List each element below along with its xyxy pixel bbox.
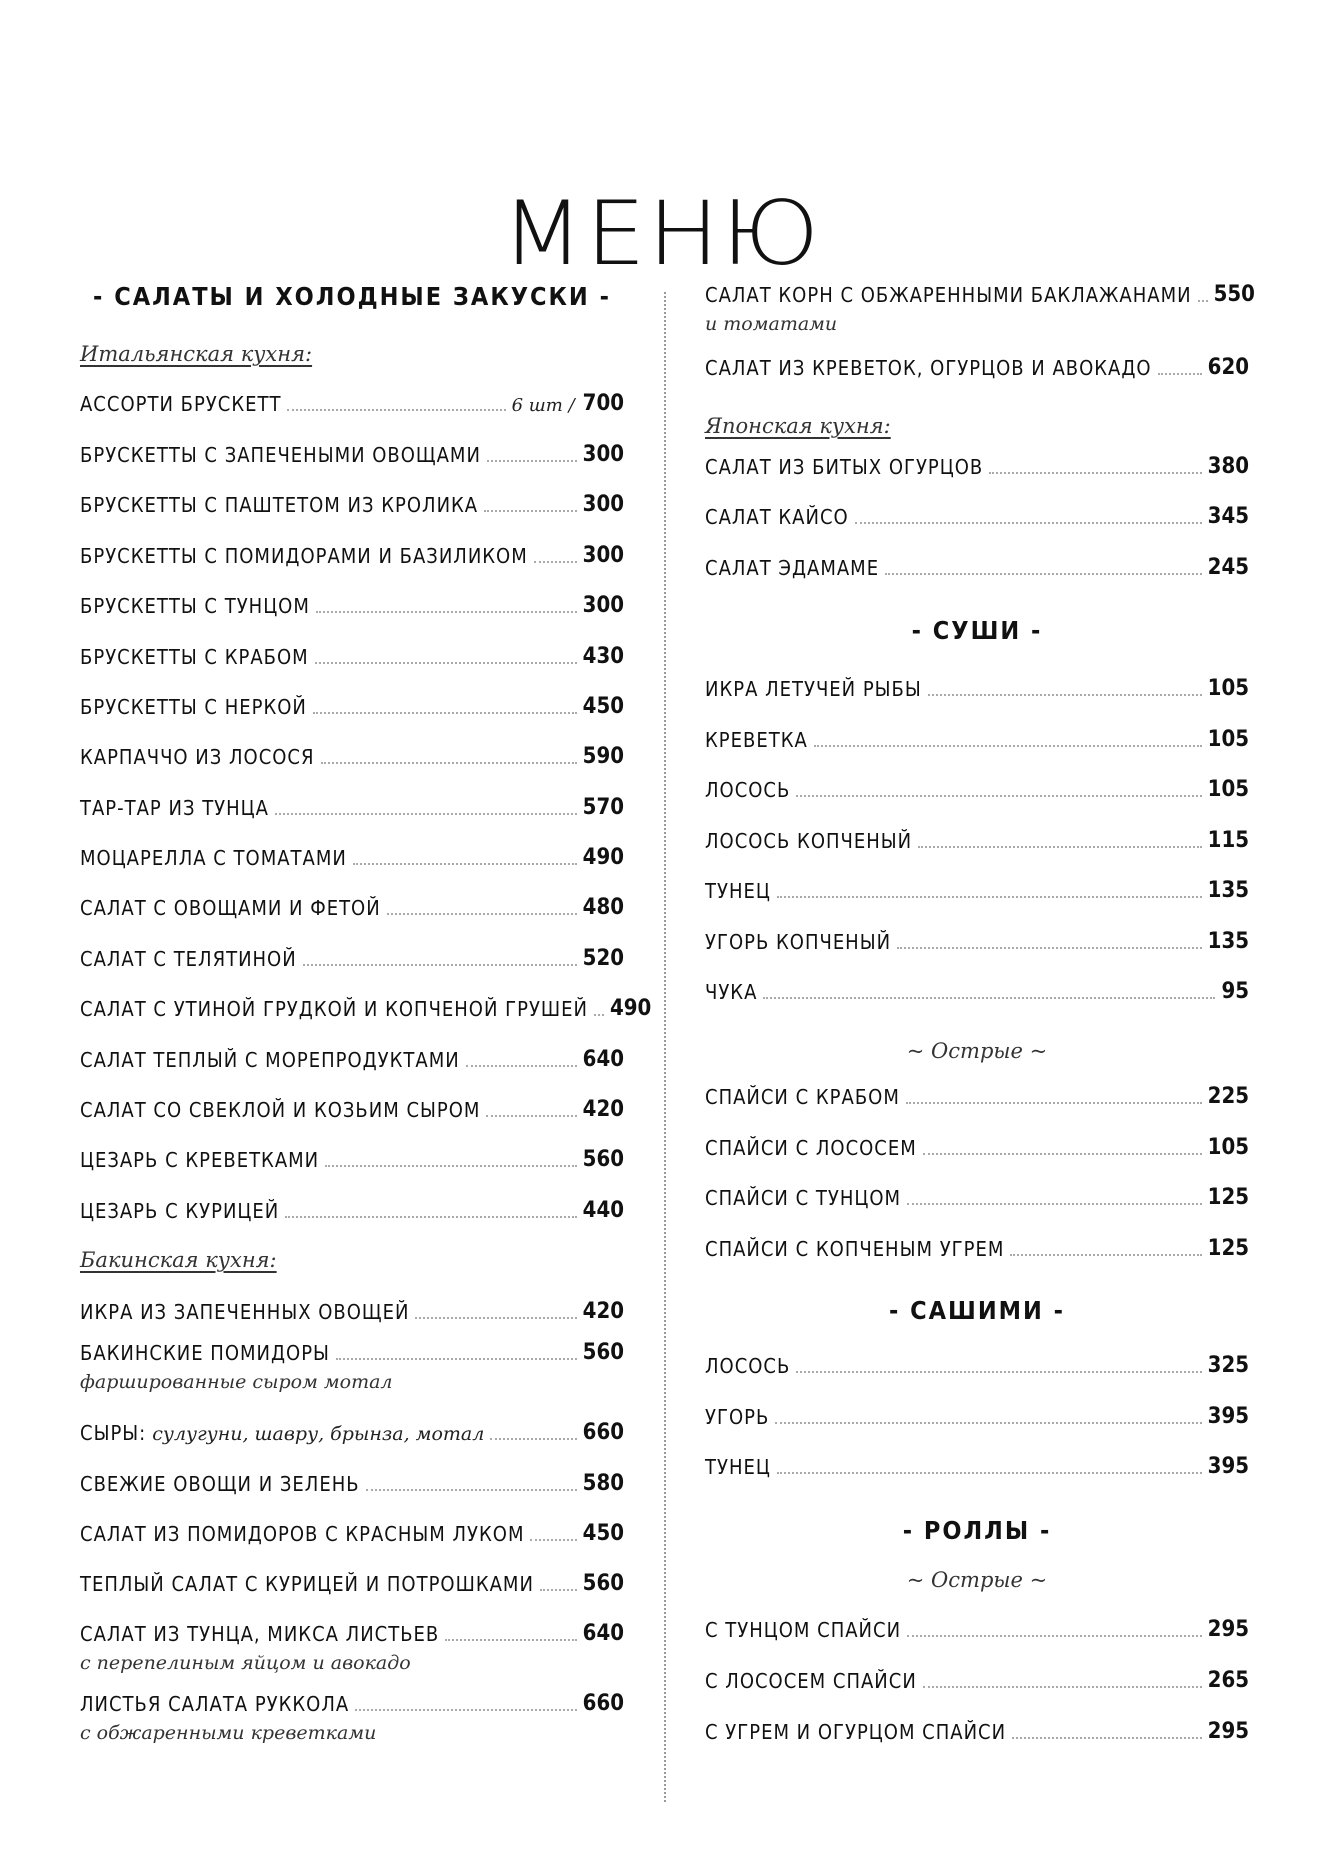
menu-item-row bbox=[80, 1097, 624, 1122]
item-name-text: БРУСКЕТТЫ С ТУНЦОМ bbox=[80, 594, 310, 618]
item-name bbox=[80, 1098, 480, 1122]
item-name-text: С ТУНЦОМ СПАЙСИ bbox=[705, 1618, 902, 1642]
item-name-text: МОЦАРЕЛЛА С ТОМАТАМИ bbox=[80, 846, 347, 870]
item-name bbox=[80, 1572, 534, 1596]
menu-item bbox=[80, 1097, 624, 1122]
menu-item bbox=[80, 644, 624, 669]
item-name-text: СЫРЫ: bbox=[80, 1421, 147, 1445]
item-name-text: ЛОСОСЬ bbox=[705, 1354, 791, 1378]
item-name bbox=[80, 1300, 409, 1324]
menu-item-row bbox=[705, 355, 1249, 380]
item-name bbox=[705, 930, 891, 954]
menu-item-row bbox=[705, 828, 1249, 853]
menu-item bbox=[80, 1521, 624, 1546]
item-price: 480 bbox=[582, 895, 624, 920]
item-name bbox=[80, 645, 309, 669]
menu-item-row bbox=[705, 1404, 1249, 1429]
item-price: 640 bbox=[582, 1047, 624, 1072]
item-price: 580 bbox=[582, 1471, 624, 1496]
item-name bbox=[80, 544, 528, 568]
item-price: 265 bbox=[1207, 1668, 1249, 1693]
section-title: - САЛАТЫ И ХОЛОДНЫЕ ЗАКУСКИ - bbox=[93, 282, 611, 311]
dot-leader bbox=[923, 1686, 1202, 1688]
item-price: 640 bbox=[582, 1621, 624, 1646]
menu-item-row bbox=[80, 391, 624, 416]
item-price: 345 bbox=[1207, 504, 1249, 529]
dot-leader bbox=[353, 863, 577, 865]
dot-leader bbox=[285, 1216, 576, 1218]
item-price: 295 bbox=[1207, 1617, 1249, 1642]
item-name bbox=[705, 1455, 771, 1479]
item-name-text: БРУСКЕТТЫ С ПАШТЕТОМ ИЗ КРОЛИКА bbox=[80, 493, 479, 517]
menu-item-row bbox=[80, 1340, 624, 1365]
item-name bbox=[705, 1405, 769, 1429]
item-name bbox=[705, 778, 790, 802]
item-name-text: ЦЕЗАРЬ С КУРИЦЕЙ bbox=[80, 1199, 280, 1223]
item-name bbox=[80, 1199, 279, 1223]
item-name-text: САЛАТ ТЕПЛЫЙ С МОРЕПРОДУКТАМИ bbox=[80, 1048, 460, 1072]
item-name bbox=[705, 1618, 901, 1642]
menu-item-row bbox=[705, 1719, 1249, 1744]
menu-item bbox=[80, 492, 624, 517]
dot-leader bbox=[918, 846, 1202, 848]
dot-leader bbox=[923, 1153, 1202, 1155]
item-name-text: ЛОСОСЬ bbox=[705, 778, 791, 802]
item-name bbox=[705, 879, 771, 903]
item-price: 325 bbox=[1207, 1353, 1249, 1378]
dot-leader bbox=[325, 1165, 577, 1167]
item-price: 300 bbox=[582, 492, 624, 517]
dot-leader bbox=[928, 694, 1202, 696]
item-note: с обжаренными креветками bbox=[80, 1722, 377, 1744]
dot-leader bbox=[275, 813, 577, 815]
dot-leader bbox=[445, 1639, 576, 1641]
item-price: 700 bbox=[582, 391, 624, 416]
item-price: 300 bbox=[582, 593, 624, 618]
dot-leader bbox=[989, 472, 1201, 474]
item-name-text: СПАЙСИ С ЛОСОСЕМ bbox=[705, 1136, 917, 1160]
menu-item-row bbox=[80, 492, 624, 517]
item-name-text: АССОРТИ БРУСКЕТТ bbox=[80, 392, 282, 416]
item-name-text: УГОРЬ КОПЧЕНЫЙ bbox=[705, 930, 892, 954]
dot-leader bbox=[287, 409, 505, 411]
item-name bbox=[80, 1148, 319, 1172]
menu-item bbox=[80, 795, 624, 820]
item-price: 620 bbox=[1207, 355, 1249, 380]
menu-item-row bbox=[705, 979, 1249, 1004]
item-name-text: САЛАТ С УТИНОЙ ГРУДКОЙ И КОПЧЕНОЙ ГРУШЕЙ bbox=[80, 997, 588, 1021]
item-name bbox=[80, 947, 297, 971]
menu-item-row bbox=[80, 1621, 624, 1646]
menu-item-row bbox=[80, 996, 652, 1021]
item-name-text: ЧУКА bbox=[705, 980, 758, 1004]
item-name-text: ЛОСОСЬ КОПЧЕНЫЙ bbox=[705, 829, 913, 853]
menu-item-row bbox=[80, 1198, 624, 1223]
menu-item bbox=[80, 744, 624, 769]
item-price: 395 bbox=[1207, 1454, 1249, 1479]
section-title: - САШИМИ - bbox=[888, 1296, 1066, 1325]
item-name bbox=[80, 796, 269, 820]
menu-item-row bbox=[80, 946, 624, 971]
item-price: 135 bbox=[1207, 929, 1249, 954]
cuisine-label: Японская кухня: bbox=[705, 414, 891, 438]
item-price: 420 bbox=[582, 1299, 624, 1324]
dot-leader bbox=[763, 997, 1215, 999]
item-price: 490 bbox=[610, 996, 652, 1021]
menu-item bbox=[705, 1084, 1249, 1109]
menu-item bbox=[80, 442, 624, 467]
menu-item bbox=[80, 1621, 624, 1674]
item-price: 300 bbox=[582, 442, 624, 467]
item-price: 660 bbox=[582, 1420, 624, 1445]
menu-item-row bbox=[80, 1420, 624, 1445]
item-name-text: КАРПАЧЧО ИЗ ЛОСОСЯ bbox=[80, 745, 315, 769]
menu-item-row bbox=[705, 504, 1249, 529]
item-price: 105 bbox=[1207, 1135, 1249, 1160]
dot-leader bbox=[777, 896, 1202, 898]
menu-item bbox=[80, 1047, 624, 1072]
item-name-text: ИКРА ЛЕТУЧЕЙ РЫБЫ bbox=[705, 677, 922, 701]
dot-leader bbox=[540, 1589, 577, 1591]
item-name-text: УГОРЬ bbox=[705, 1405, 770, 1429]
item-name-text: СПАЙСИ С КРАБОМ bbox=[705, 1085, 900, 1109]
item-price: 95 bbox=[1221, 979, 1249, 1004]
menu-item bbox=[80, 1471, 624, 1496]
menu-item-row bbox=[705, 1084, 1249, 1109]
item-name-text: БРУСКЕТТЫ С КРАБОМ bbox=[80, 645, 309, 669]
item-name-text: СПАЙСИ С КОПЧЕНЫМ УГРЕМ bbox=[705, 1237, 1005, 1261]
dot-leader bbox=[303, 964, 577, 966]
item-price: 395 bbox=[1207, 1404, 1249, 1429]
section-title: - СУШИ - bbox=[911, 616, 1043, 645]
item-note: с перепелиным яйцом и авокадо bbox=[80, 1652, 411, 1674]
menu-item bbox=[705, 1404, 1249, 1429]
item-name bbox=[80, 846, 347, 870]
item-name-text: ТАР-ТАР ИЗ ТУНЦА bbox=[80, 796, 269, 820]
menu-item bbox=[705, 979, 1249, 1004]
page-title: МЕНЮ bbox=[501, 182, 822, 285]
item-name bbox=[705, 356, 1152, 380]
dot-leader bbox=[534, 561, 577, 563]
menu-item-row bbox=[80, 1521, 624, 1546]
menu-item-row bbox=[705, 727, 1249, 752]
item-name bbox=[80, 1472, 360, 1496]
item-name-text: ЦЕЗАРЬ С КРЕВЕТКАМИ bbox=[80, 1148, 320, 1172]
menu-item bbox=[80, 543, 624, 568]
dot-leader bbox=[355, 1709, 576, 1711]
item-price: 590 bbox=[582, 744, 624, 769]
dot-leader bbox=[316, 611, 577, 613]
item-name-text: САЛАТ ИЗ ПОМИДОРОВ С КРАСНЫМ ЛУКОМ bbox=[80, 1522, 525, 1546]
item-price: 125 bbox=[1207, 1236, 1249, 1261]
cuisine-label: Итальянская кухня: bbox=[80, 342, 313, 366]
menu-item-row bbox=[80, 644, 624, 669]
item-name bbox=[80, 443, 481, 467]
menu-item-row bbox=[80, 795, 624, 820]
menu-item-row bbox=[705, 1236, 1249, 1261]
dot-leader bbox=[490, 1438, 576, 1440]
item-name-text: САЛАТ ИЗ КРЕВЕТОК, ОГУРЦОВ И АВОКАДО bbox=[705, 356, 1152, 380]
menu-item bbox=[705, 1454, 1249, 1479]
menu-item-row bbox=[80, 845, 624, 870]
item-price: 550 bbox=[1213, 282, 1255, 307]
item-name bbox=[80, 997, 588, 1021]
item-price: 300 bbox=[582, 543, 624, 568]
item-name-text: СВЕЖИЕ ОВОЩИ И ЗЕЛЕНЬ bbox=[80, 1472, 360, 1496]
dot-leader bbox=[796, 1371, 1201, 1373]
item-name-text: САЛАТ ЭДАМАМЕ bbox=[705, 556, 880, 580]
menu-item bbox=[705, 1185, 1249, 1210]
menu-item-row bbox=[80, 593, 624, 618]
item-name bbox=[705, 556, 879, 580]
item-name bbox=[80, 594, 310, 618]
menu-item-row bbox=[80, 442, 624, 467]
item-name bbox=[705, 455, 983, 479]
section-title: - РОЛЛЫ - bbox=[902, 1516, 1052, 1545]
dot-leader bbox=[1010, 1254, 1201, 1256]
item-price: 105 bbox=[1207, 777, 1249, 802]
item-price: 450 bbox=[582, 694, 624, 719]
item-price: 295 bbox=[1207, 1719, 1249, 1744]
cuisine-label: Бакинская кухня: bbox=[80, 1248, 277, 1272]
menu-item-row bbox=[705, 676, 1249, 701]
item-price: 225 bbox=[1207, 1084, 1249, 1109]
dot-leader bbox=[906, 1102, 1202, 1104]
menu-item bbox=[80, 946, 624, 971]
item-price: 560 bbox=[582, 1571, 624, 1596]
menu-item-row bbox=[80, 694, 624, 719]
menu-item-row bbox=[705, 1185, 1249, 1210]
menu-item-row bbox=[705, 454, 1249, 479]
item-name bbox=[80, 745, 315, 769]
menu-item-row bbox=[80, 543, 624, 568]
dot-leader bbox=[366, 1489, 577, 1491]
menu-item bbox=[705, 777, 1249, 802]
dot-leader bbox=[336, 1358, 577, 1360]
item-name bbox=[705, 283, 1192, 307]
menu-item-row bbox=[705, 777, 1249, 802]
menu-item bbox=[80, 996, 652, 1021]
item-name bbox=[705, 1237, 1004, 1261]
item-name bbox=[80, 896, 381, 920]
item-price: 135 bbox=[1207, 878, 1249, 903]
dot-leader bbox=[814, 745, 1202, 747]
menu-item bbox=[705, 1135, 1249, 1160]
item-name bbox=[705, 980, 757, 1004]
item-name-text: БРУСКЕТТЫ С ПОМИДОРАМИ И БАЗИЛИКОМ bbox=[80, 544, 528, 568]
dot-leader bbox=[315, 662, 577, 664]
menu-item bbox=[80, 1691, 624, 1744]
dot-leader bbox=[775, 1422, 1201, 1424]
item-name bbox=[80, 695, 307, 719]
menu-item bbox=[80, 1571, 624, 1596]
item-name-text: ЛИСТЬЯ САЛАТА РУККОЛА bbox=[80, 1692, 350, 1716]
menu-item-row bbox=[705, 1617, 1249, 1642]
item-inline-note: сулугуни, шавру, брынза, мотал bbox=[146, 1423, 485, 1445]
dot-leader bbox=[855, 522, 1202, 524]
item-name bbox=[705, 1136, 917, 1160]
item-name-text: БРУСКЕТТЫ С НЕРКОЙ bbox=[80, 695, 307, 719]
item-name bbox=[705, 829, 912, 853]
menu-item-row bbox=[705, 929, 1249, 954]
item-name-text: САЛАТ С ОВОЩАМИ И ФЕТОЙ bbox=[80, 896, 381, 920]
item-name bbox=[80, 1421, 484, 1445]
dot-leader bbox=[415, 1317, 576, 1319]
dot-leader bbox=[313, 712, 577, 714]
dot-leader bbox=[321, 762, 577, 764]
item-name-text: БРУСКЕТТЫ С ЗАПЕЧЕНЫМИ ОВОЩАМИ bbox=[80, 443, 481, 467]
item-price: 570 bbox=[582, 795, 624, 820]
menu-item-row bbox=[80, 1147, 624, 1172]
item-name bbox=[705, 728, 808, 752]
menu-item-row bbox=[705, 282, 1255, 307]
item-name-text: САЛАТ ИЗ БИТЫХ ОГУРЦОВ bbox=[705, 455, 984, 479]
menu-item bbox=[705, 1353, 1249, 1378]
item-name bbox=[705, 677, 922, 701]
menu-item-row bbox=[80, 1299, 624, 1324]
item-name-text: САЛАТ ИЗ ТУНЦА, МИКСА ЛИСТЬЕВ bbox=[80, 1622, 440, 1646]
menu-item bbox=[705, 878, 1249, 903]
item-name-text: САЛАТ СО СВЕКЛОЙ И КОЗЬИМ СЫРОМ bbox=[80, 1098, 481, 1122]
item-name-text: САЛАТ КОРН С ОБЖАРЕННЫМИ БАКЛАЖАНАМИ bbox=[705, 283, 1192, 307]
menu-item bbox=[80, 1198, 624, 1223]
menu-item-row bbox=[80, 895, 624, 920]
item-name-text: СПАЙСИ С ТУНЦОМ bbox=[705, 1186, 902, 1210]
item-name bbox=[80, 1692, 349, 1716]
menu-item-row bbox=[80, 1571, 624, 1596]
item-price: 560 bbox=[582, 1340, 624, 1365]
menu-item bbox=[705, 828, 1249, 853]
menu-item-row bbox=[705, 555, 1249, 580]
menu-item bbox=[80, 391, 624, 416]
item-note: фаршированные сыром мотал bbox=[80, 1371, 393, 1393]
menu-item bbox=[80, 694, 624, 719]
item-price: 430 bbox=[582, 644, 624, 669]
menu-item bbox=[705, 355, 1249, 380]
dot-leader bbox=[1198, 300, 1208, 302]
item-price: 450 bbox=[582, 1521, 624, 1546]
item-price: 440 bbox=[582, 1198, 624, 1223]
dot-leader bbox=[897, 947, 1202, 949]
item-name bbox=[80, 493, 478, 517]
dot-leader bbox=[796, 795, 1201, 797]
menu-item-row bbox=[705, 1668, 1249, 1693]
menu-item bbox=[705, 1236, 1249, 1261]
menu-item bbox=[705, 1617, 1249, 1642]
item-price: 125 bbox=[1207, 1185, 1249, 1210]
menu-item-row bbox=[80, 1471, 624, 1496]
item-name-text: С ЛОСОСЕМ СПАЙСИ bbox=[705, 1669, 917, 1693]
dot-leader bbox=[885, 573, 1202, 575]
item-name bbox=[705, 1085, 900, 1109]
menu-item bbox=[705, 676, 1249, 701]
menu-item-row bbox=[80, 1047, 624, 1072]
dot-leader bbox=[486, 1115, 576, 1117]
item-name bbox=[705, 1669, 917, 1693]
menu-item-row bbox=[705, 1135, 1249, 1160]
item-name-text: САЛАТ С ТЕЛЯТИНОЙ bbox=[80, 947, 297, 971]
dot-leader bbox=[777, 1472, 1202, 1474]
menu-item bbox=[705, 454, 1249, 479]
item-price: 105 bbox=[1207, 676, 1249, 701]
item-name bbox=[705, 1354, 790, 1378]
item-name-text: ТУНЕЦ bbox=[705, 1455, 771, 1479]
item-name bbox=[80, 1522, 524, 1546]
item-name-text: ИКРА ИЗ ЗАПЕЧЕННЫХ ОВОЩЕЙ bbox=[80, 1300, 410, 1324]
item-price: 245 bbox=[1207, 555, 1249, 580]
menu-item bbox=[80, 1299, 624, 1324]
menu-item-row bbox=[80, 744, 624, 769]
item-price: 115 bbox=[1207, 828, 1249, 853]
subsection-label: ~ Острые ~ bbox=[906, 1039, 1048, 1063]
item-name-text: БАКИНСКИЕ ПОМИДОРЫ bbox=[80, 1341, 330, 1365]
dot-leader bbox=[907, 1635, 1202, 1637]
subsection-label: ~ Острые ~ bbox=[906, 1568, 1048, 1592]
menu-item bbox=[80, 1147, 624, 1172]
column-divider bbox=[664, 292, 666, 1802]
item-name-text: КРЕВЕТКА bbox=[705, 728, 808, 752]
dot-leader bbox=[466, 1065, 577, 1067]
item-name bbox=[80, 1048, 460, 1072]
item-name bbox=[705, 1720, 1006, 1744]
dot-leader bbox=[1012, 1737, 1202, 1739]
menu-item bbox=[80, 593, 624, 618]
dot-leader bbox=[484, 510, 577, 512]
menu-item bbox=[705, 504, 1249, 529]
item-price: 660 bbox=[582, 1691, 624, 1716]
item-name bbox=[80, 392, 281, 416]
item-name bbox=[80, 1341, 330, 1365]
item-price: 105 bbox=[1207, 727, 1249, 752]
menu-item bbox=[80, 895, 624, 920]
dot-leader bbox=[487, 460, 577, 462]
dot-leader bbox=[594, 1014, 604, 1016]
menu-item-row bbox=[705, 878, 1249, 903]
item-name-text: САЛАТ КАЙСО bbox=[705, 505, 849, 529]
menu-item bbox=[705, 929, 1249, 954]
item-name bbox=[80, 1622, 439, 1646]
item-note: и томатами bbox=[705, 313, 838, 335]
menu-item bbox=[705, 727, 1249, 752]
dot-leader bbox=[387, 913, 577, 915]
menu-item-row bbox=[705, 1454, 1249, 1479]
menu-item bbox=[80, 845, 624, 870]
menu-item bbox=[80, 1420, 624, 1445]
item-name-text: ТУНЕЦ bbox=[705, 879, 771, 903]
menu-item bbox=[80, 1340, 624, 1393]
menu-item-row bbox=[80, 1691, 624, 1716]
menu-item bbox=[705, 555, 1249, 580]
item-price: 490 bbox=[582, 845, 624, 870]
menu-item-row bbox=[705, 1353, 1249, 1378]
item-name bbox=[705, 505, 849, 529]
menu-item bbox=[705, 1668, 1249, 1693]
item-price: 380 bbox=[1207, 454, 1249, 479]
item-quantity: 6 шт / bbox=[511, 395, 575, 416]
item-name-text: ТЕПЛЫЙ САЛАТ С КУРИЦЕЙ И ПОТРОШКАМИ bbox=[80, 1572, 534, 1596]
dot-leader bbox=[907, 1203, 1202, 1205]
item-name bbox=[705, 1186, 901, 1210]
menu-item bbox=[705, 282, 1255, 335]
dot-leader bbox=[1158, 373, 1202, 375]
item-price: 560 bbox=[582, 1147, 624, 1172]
item-price: 420 bbox=[582, 1097, 624, 1122]
item-name-text: С УГРЕМ И ОГУРЦОМ СПАЙСИ bbox=[705, 1720, 1007, 1744]
menu-item bbox=[705, 1719, 1249, 1744]
item-price: 520 bbox=[582, 946, 624, 971]
dot-leader bbox=[530, 1539, 576, 1541]
